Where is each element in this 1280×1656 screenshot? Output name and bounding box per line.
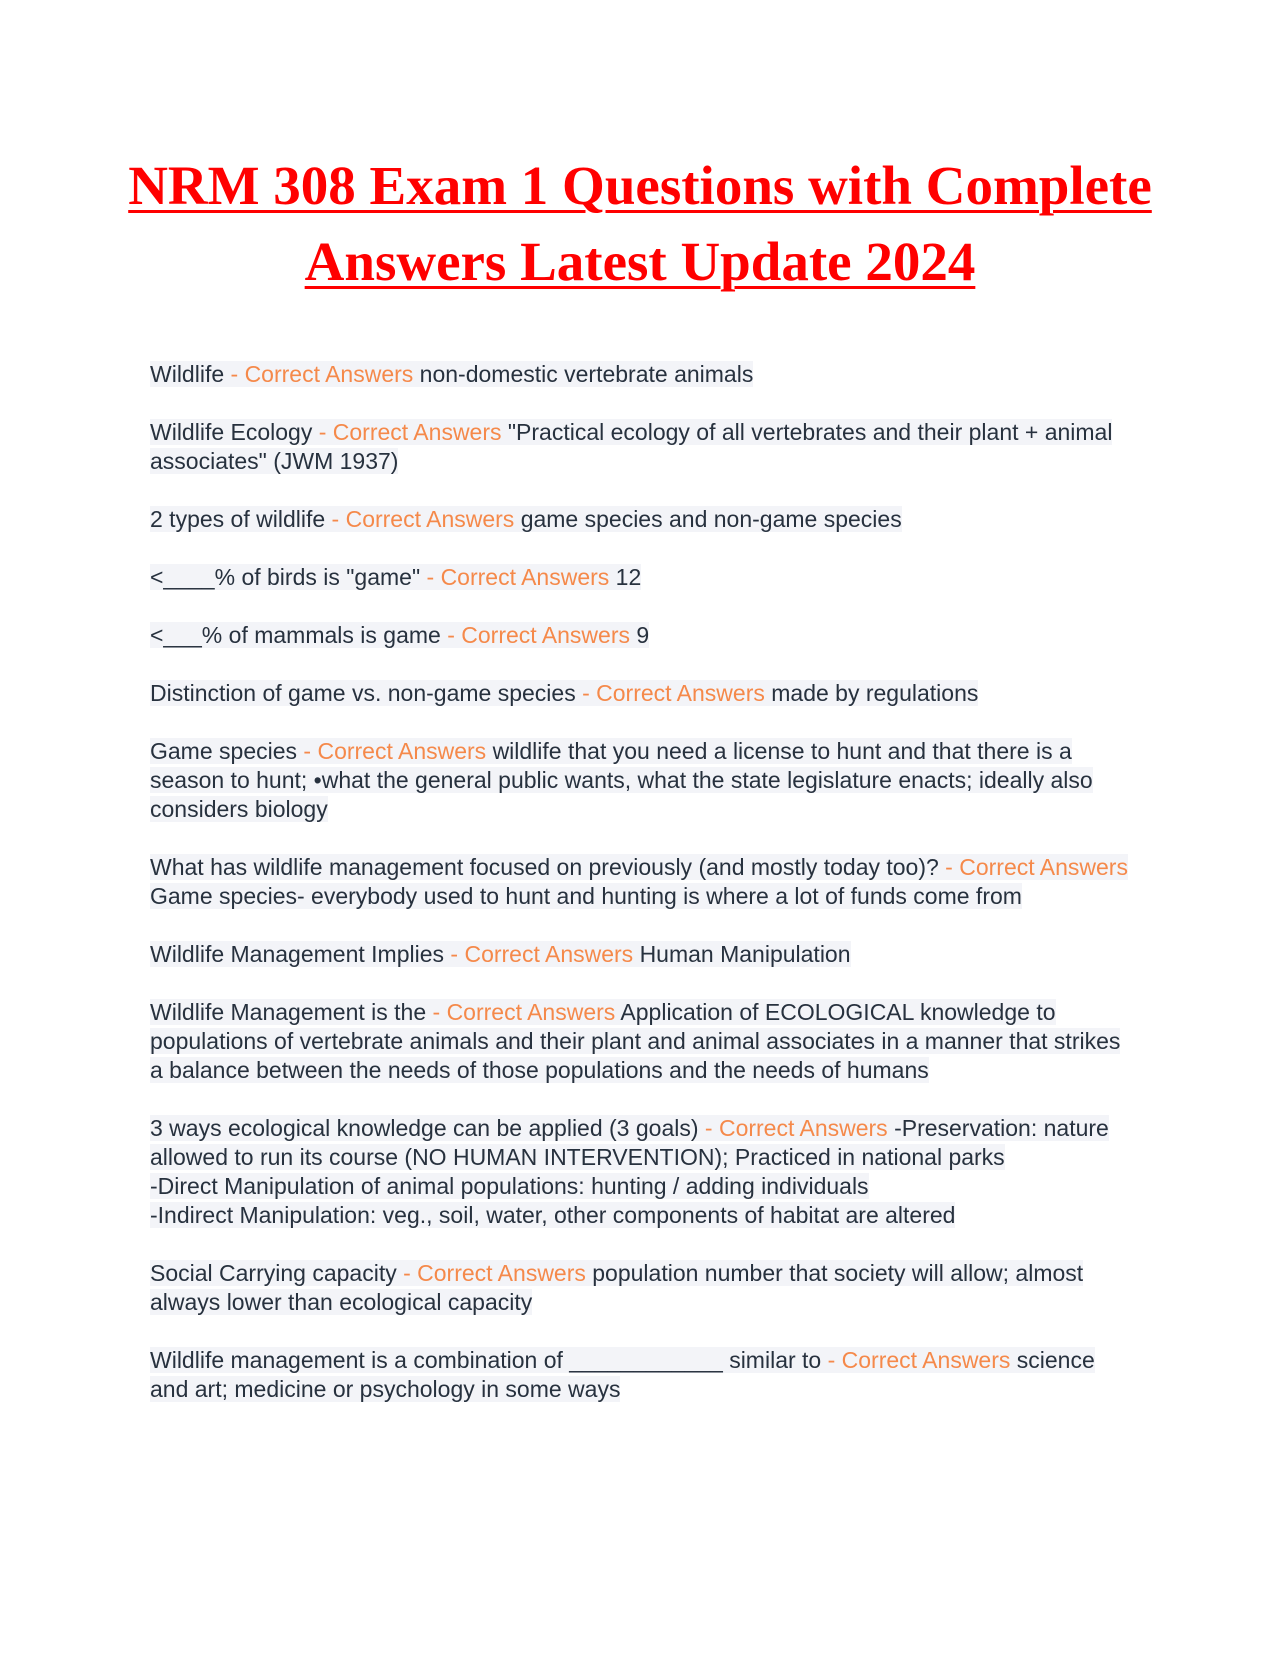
question: Wildlife Ecology [150, 419, 313, 445]
qa-item [150, 1114, 1135, 1230]
answer: "Practical ecology of all vertebrates and their plant + animal associates" (JWM 1937) [150, 419, 1113, 474]
document-title: NRM 308 Exam 1 Questions with Complete Answers Latest Update 2024 [128, 155, 1152, 292]
question: Social Carrying capacity [150, 1260, 397, 1286]
question: 3 ways ecological knowledge can be applied (3 goals) [150, 1115, 699, 1141]
answer: 12 [615, 564, 642, 590]
answer: game species and non-game species [520, 506, 902, 532]
qa-item [150, 621, 1135, 650]
answer: made by regulations [771, 680, 979, 706]
question: Wildlife management is a combination of ____________ similar to [150, 1347, 822, 1373]
question: Distinction of game vs. non-game species [150, 680, 576, 706]
qa-item [150, 563, 1135, 592]
qa-item [150, 679, 1135, 708]
qa-item [150, 998, 1135, 1085]
qa-item [150, 1346, 1135, 1404]
answer: non-domestic vertebrate animals [419, 361, 754, 387]
answer-separator: - Correct Answers [426, 999, 621, 1025]
answer-separator: - Correct Answers [297, 738, 493, 764]
qa-item [150, 360, 1135, 389]
answer-separator: - Correct Answers [821, 1347, 1017, 1373]
answer: Game species- everybody used to hunt and hunting is where a lot of funds come from [150, 883, 1022, 909]
qa-item [150, 418, 1135, 476]
answer-separator: - Correct Answers [224, 361, 420, 387]
answer: 9 [636, 622, 650, 648]
question: Wildlife [150, 361, 225, 387]
question: What has wildlife management focused on previously (and mostly today too)? [150, 854, 939, 880]
qa-item [150, 505, 1135, 534]
qa-list [150, 360, 1135, 1433]
answer: Application of ECOLOGICAL knowledge to populations of vertebrate animals and their plant and animal associates in a manner that strikes a balance between the needs of those populations and the needs of humans [150, 999, 1121, 1083]
answer-separator: - Correct Answers [938, 854, 1128, 880]
answer: -Preservation: nature allowed to run its course (NO HUMAN INTERVENTION); Practiced in national parks -Direct Manipulation of animal populations: hunting / adding individuals -Indirect Manipulation: veg., soil, water, other components of habitat are altered [150, 1115, 1109, 1228]
answer-separator: - Correct Answers [325, 506, 521, 532]
qa-item [150, 940, 1135, 969]
answer-separator: - Correct Answers [575, 680, 772, 706]
question: 2 types of wildlife [150, 506, 326, 532]
answer-separator: - Correct Answers [444, 941, 640, 967]
answer-separator: - Correct Answers [396, 1260, 593, 1286]
answer: population number that society will allow; almost always lower than ecological capacity [150, 1260, 1084, 1315]
answer: wildlife that you need a license to hunt and that there is a season to hunt; •what the general public wants, what the state legislature enacts; ideally also considers biology [150, 738, 1093, 822]
question: Wildlife Management is the [150, 999, 427, 1025]
answer: Human Manipulation [639, 941, 851, 967]
answer: science and art; medicine or psychology in some ways [150, 1347, 1095, 1402]
qa-item [150, 1259, 1135, 1317]
qa-item [150, 737, 1135, 824]
answer-separator: - Correct Answers [312, 419, 508, 445]
question: <____% of birds is "game" [150, 564, 421, 590]
question: Wildlife Management Implies [150, 941, 445, 967]
answer-separator: - Correct Answers [698, 1115, 895, 1141]
question: Game species [150, 738, 298, 764]
answer-separator: - Correct Answers [420, 564, 616, 590]
answer-separator: - Correct Answers [440, 622, 637, 648]
question: <___% of mammals is game [150, 622, 441, 648]
qa-item [150, 853, 1135, 911]
